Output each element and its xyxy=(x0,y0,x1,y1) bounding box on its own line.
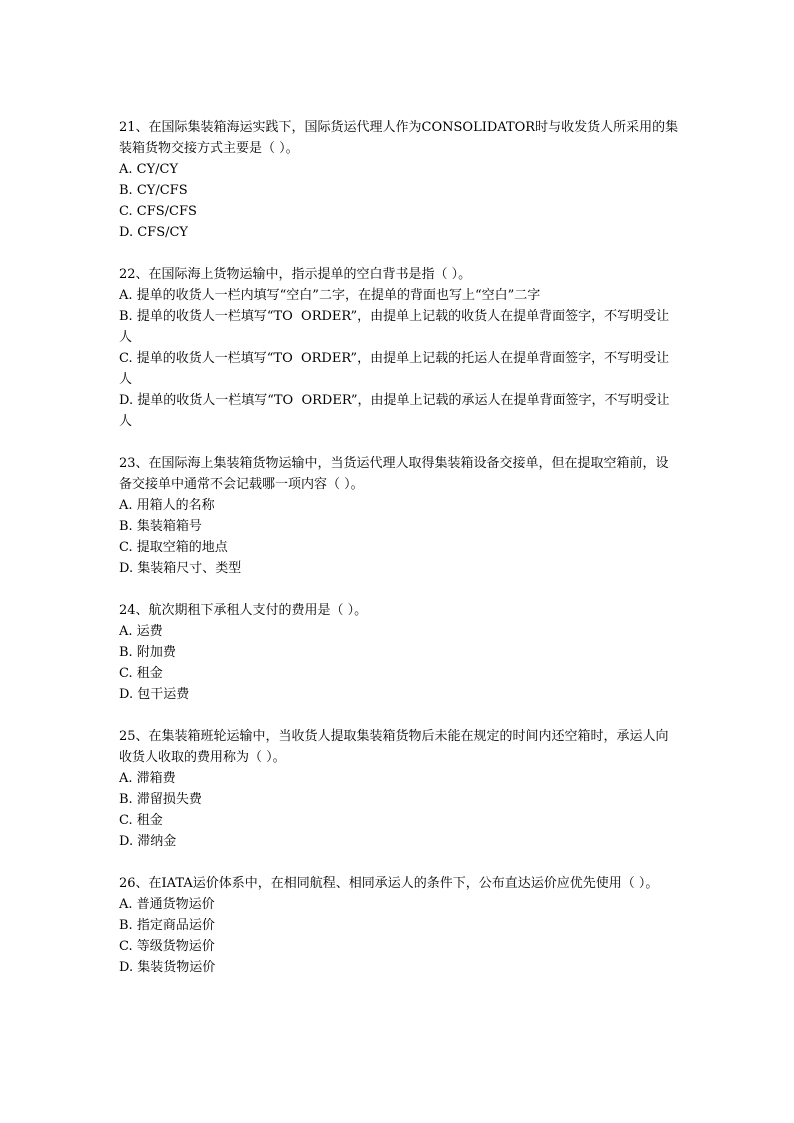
question-stem: 23、在国际海上集装箱货物运输中，当货运代理人取得集装箱设备交接单，但在提取空箱前，设备交接单中通常不会记载哪一项内容（ ）。 xyxy=(119,456,669,492)
option-a: A. 运费 xyxy=(119,624,163,639)
option-c: C. 提取空箱的地点 xyxy=(119,540,228,555)
option-a: A. 滞箱费 xyxy=(119,771,176,786)
option-d: D. CFS/CY xyxy=(119,225,189,240)
option-c: C. 提单的收货人一栏填写“TO ORDER”，由提单上记载的托运人在提单背面签字，不写明受让人 xyxy=(119,351,670,387)
question-23 xyxy=(119,453,679,579)
question-21 xyxy=(119,117,679,243)
option-a: A. CY/CY xyxy=(119,162,179,177)
question-24 xyxy=(119,600,679,705)
question-25 xyxy=(119,726,679,852)
question-stem: 24、航次期租下承租人支付的费用是（ ）。 xyxy=(119,603,368,618)
question-stem: 21、在国际集装箱海运实践下，国际货运代理人作为CONSOLIDATOR时与收发货人所采用的集装箱货物交接方式主要是（ ）。 xyxy=(119,120,679,156)
question-22 xyxy=(119,264,679,432)
option-c: C. 等级货物运价 xyxy=(119,939,215,954)
option-d: D. 包干运费 xyxy=(119,687,190,702)
option-b: B. 提单的收货人一栏填写“TO ORDER”，由提单上记载的收货人在提单背面签字，不写明受让人 xyxy=(119,309,670,345)
option-b: B. CY/CFS xyxy=(119,183,188,198)
option-c: C. 租金 xyxy=(119,813,163,828)
document-page xyxy=(119,117,679,999)
option-d: D. 集装货物运价 xyxy=(119,960,216,975)
question-stem: 22、在国际海上货物运输中，指示提单的空白背书是指（ ）。 xyxy=(119,267,472,282)
question-26 xyxy=(119,873,679,978)
option-b: B. 附加费 xyxy=(119,645,176,660)
option-b: B. 集装箱箱号 xyxy=(119,519,202,534)
option-b: B. 指定商品运价 xyxy=(119,918,215,933)
option-b: B. 滞留损失费 xyxy=(119,792,202,807)
option-d: D. 集装箱尺寸、类型 xyxy=(119,561,242,576)
question-stem: 25、在集装箱班轮运输中，当收货人提取集装箱货物后未能在规定的时间内还空箱时，承运人向收货人收取的费用称为（ ）。 xyxy=(119,729,669,765)
question-stem: 26、在IATA运价体系中，在相同航程、相同承运人的条件下，公布直达运价应优先使用（ ）。 xyxy=(119,876,659,891)
option-d: D. 滞纳金 xyxy=(119,834,177,849)
option-a: A. 用箱人的名称 xyxy=(119,498,215,513)
option-a: A. 提单的收货人一栏内填写“空白”二字，在提单的背面也写上“空白”二字 xyxy=(119,288,541,303)
option-c: C. CFS/CFS xyxy=(119,204,197,219)
option-c: C. 租金 xyxy=(119,666,163,681)
option-a: A. 普通货物运价 xyxy=(119,897,215,912)
option-d: D. 提单的收货人一栏填写“TO ORDER”，由提单上记载的承运人在提单背面签字，不写明受让人 xyxy=(119,393,670,429)
